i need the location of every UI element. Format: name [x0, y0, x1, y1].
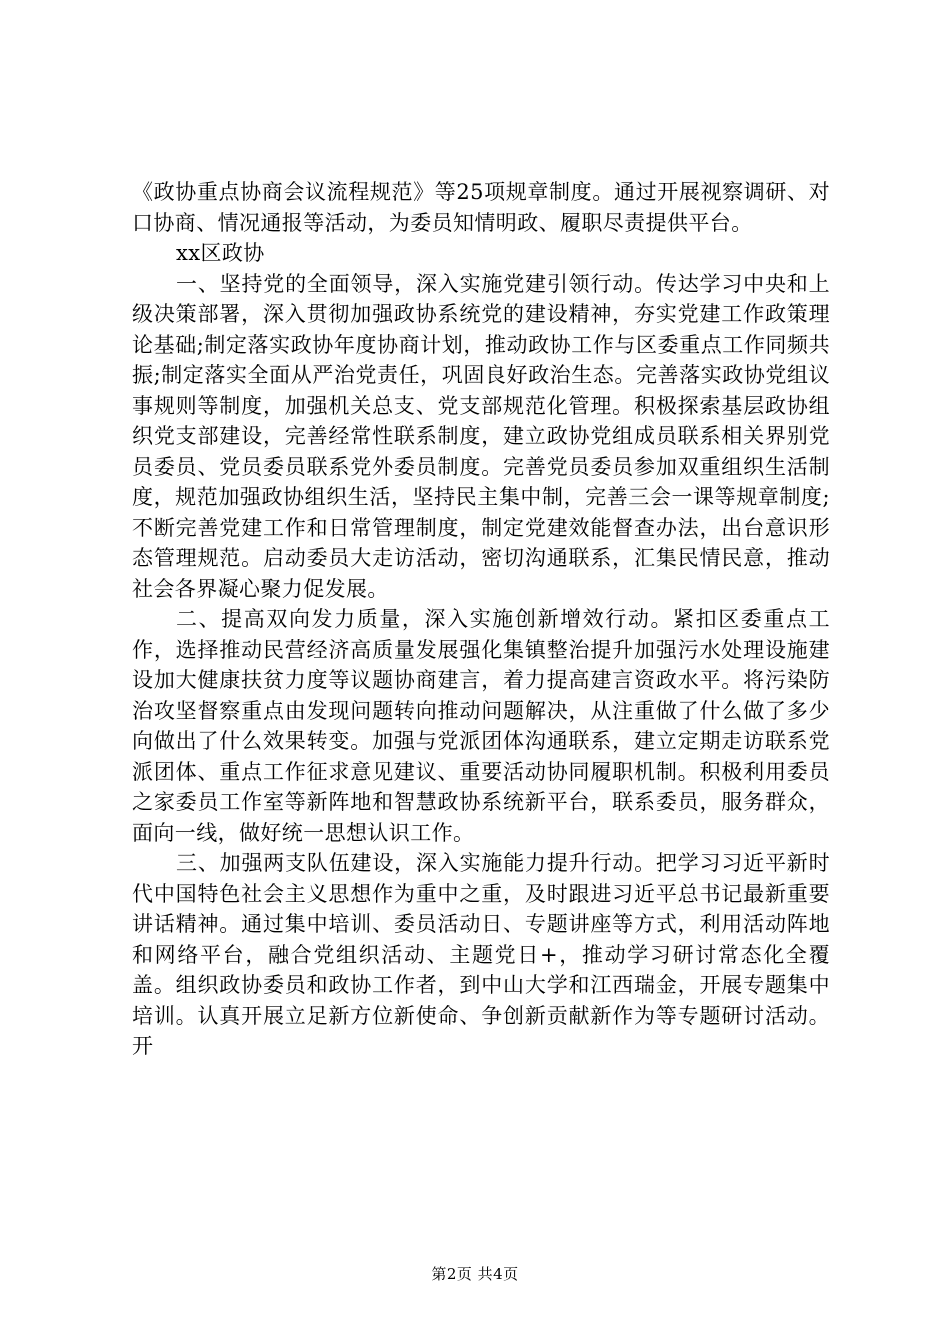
page-number-footer: 第2页 共4页	[431, 1265, 519, 1283]
paragraph-party-leadership: 一、坚持党的全面领导，深入实施党建引领行动。传达学习中央和上级决策部署，深入贯彻加强政协系统党的建设精神，夯实党建工作政策理论基础;制定落实政协年度协商计划，推动政协工作与区委重点工作同频共振;制定落实全面从严治党责任，巩固良好政治生态。完善落实政协党组议事规则等制度，加强机关总支、党支部规范化管理。积极探索基层政协组织党支部建设，完善经常性联系制度，建立政协党组成员联系相关界别党员委员、党员委员联系党外委员制度。完善党员委员参加双重组织生活制度，规范加强政协组织生活，坚持民主集中制，完善三会一课等规章制度;不断完善党建工作和日常管理制度，制定党建效能督查办法，出台意识形态管理规范。启动委员大走访活动，密切沟通联系，汇集民情民意，推动社会各界凝心聚力促发展。	[132, 271, 830, 601]
paragraph-innovation: 二、提高双向发力质量，深入实施创新增效行动。紧扣区委重点工作，选择推动民营经济高质量发展强化集镇整治提升加强污水处理设施建设加大健康扶贫力度等议题协商建言，着力提高建言资政水平。将污染防治攻坚督察重点由发现问题转向推动问题解决，从注重做了什么做了多少向做出了什么效果转变。加强与党派团体沟通联系，建立定期走访联系党派团体、重点工作征求意见建议、重要活动协同履职机制。积极利用委员之家委员工作室等新阵地和智慧政协系统新平台，联系委员，服务群众，面向一线，做好统一思想认识工作。	[132, 607, 830, 845]
section-heading-district: xx区政协	[176, 241, 265, 265]
paragraph-capacity: 三、加强两支队伍建设，深入实施能力提升行动。把学习习近平新时代中国特色社会主义思想作为重中之重，及时跟进习近平总书记最新重要讲话精神。通过集中培训、委员活动日、专题讲座等方式，利用活动阵地和网络平台，融合党组织活动、主题党日+，推动学习研讨常态化全覆盖。组织政协委员和政协工作者，到中山大学和江西瑞金，开展专题集中培训。认真开展立足新方位新使命、争创新贡献新作为等专题研讨活动。开	[132, 851, 830, 1058]
document-body	[132, 177, 830, 1062]
paragraph-continuation: 《政协重点协商会议流程规范》等25项规章制度。通过开展视察调研、对口协商、情况通报等活动，为委员知情明政、履职尽责提供平台。	[132, 180, 830, 235]
